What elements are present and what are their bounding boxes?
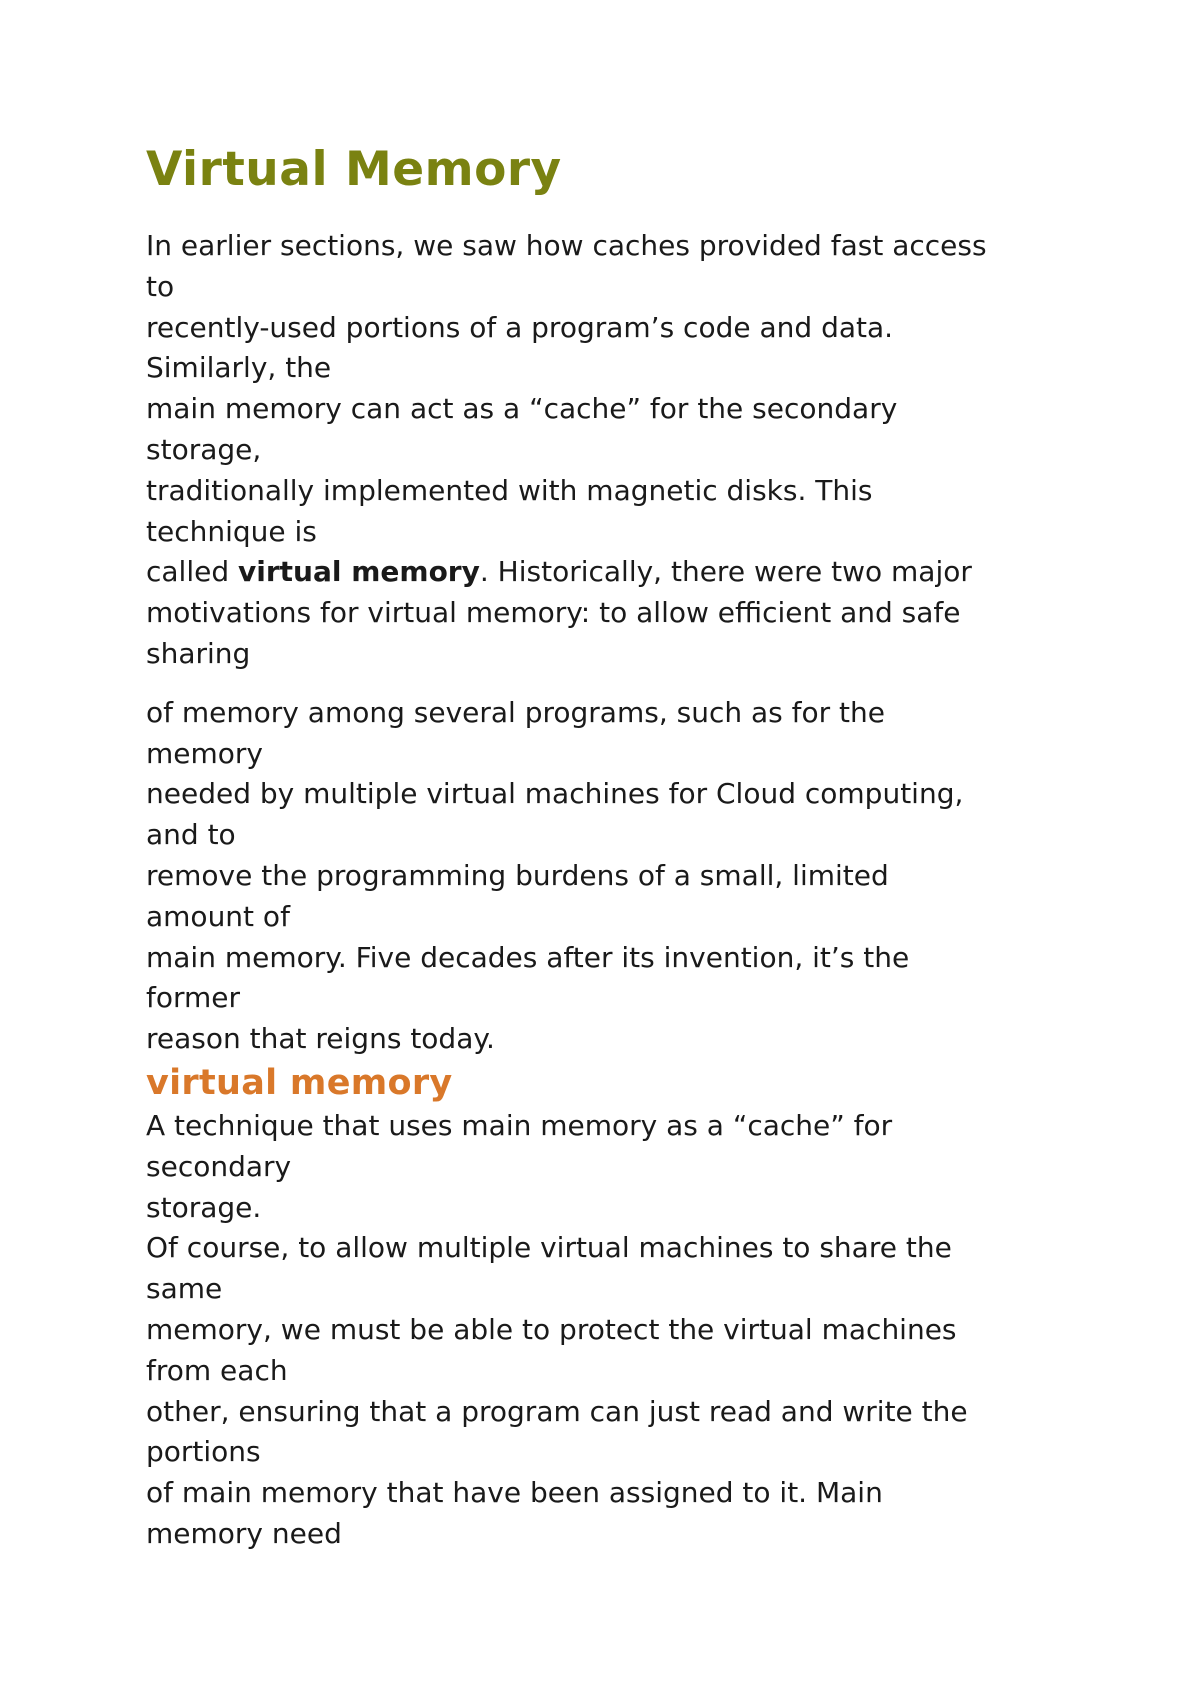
text-line: secondary: [146, 1149, 292, 1183]
definition-box: [146, 1060, 1086, 1228]
text-line: In earlier sections, we saw how caches provided fast access: [146, 229, 987, 262]
text-line: of main memory that have been assigned to it. Main: [146, 1476, 883, 1510]
text-line: memory, we must be able to protect the virtual machines: [146, 1312, 957, 1346]
text-line: Of course, to allow multiple virtual machines to share the: [146, 1231, 952, 1265]
text-line: to: [146, 269, 175, 303]
definition-term: virtual memory: [146, 1062, 453, 1103]
text-line: storage.: [146, 1190, 262, 1224]
text-line: motivations for virtual memory: to allow efficient and safe: [146, 596, 961, 630]
text-line: [146, 552, 1086, 593]
text-line: amount of: [146, 899, 290, 933]
paragraph-intro: [146, 226, 1086, 675]
text-line: technique is: [146, 514, 317, 548]
text-line: of memory among several programs, such as for the: [146, 695, 886, 729]
paragraph-spacer: [146, 675, 1086, 693]
bold-term: virtual memory: [238, 555, 480, 589]
text-line: main memory can act as a “cache” for the secondary: [146, 392, 898, 426]
text-line: portions: [146, 1435, 261, 1469]
text-span: called: [146, 555, 239, 589]
text-line: traditionally implemented with magnetic disks. This: [146, 473, 873, 507]
text-line: storage,: [146, 432, 262, 466]
text-line: same: [146, 1272, 223, 1306]
text-line: sharing: [146, 636, 251, 670]
text-line: memory need: [146, 1516, 342, 1550]
paragraph-motivations: [146, 693, 1086, 1060]
text-line: former: [146, 981, 241, 1015]
text-line: other, ensuring that a program can just read and write the: [146, 1394, 968, 1428]
page-title: Virtual Memory: [146, 142, 562, 197]
text-line: needed by multiple virtual machines for Cloud computing,: [146, 777, 964, 811]
text-line: memory: [146, 736, 263, 770]
text-line: and to: [146, 818, 236, 852]
text-span: . Historically, there were two major: [479, 555, 972, 589]
text-line: from each: [146, 1353, 288, 1387]
document-page: [146, 140, 1086, 1555]
paragraph-protection: [146, 1228, 1086, 1554]
text-line: recently-used portions of a program’s code and data.: [146, 310, 894, 344]
text-line: reason that reigns today.: [146, 1022, 495, 1056]
text-line: main memory. Five decades after its invention, it’s the: [146, 940, 910, 974]
text-line: remove the programming burdens of a small, limited: [146, 858, 889, 892]
text-line: A technique that uses main memory as a “cache” for: [146, 1108, 893, 1142]
text-line: Similarly, the: [146, 351, 332, 385]
